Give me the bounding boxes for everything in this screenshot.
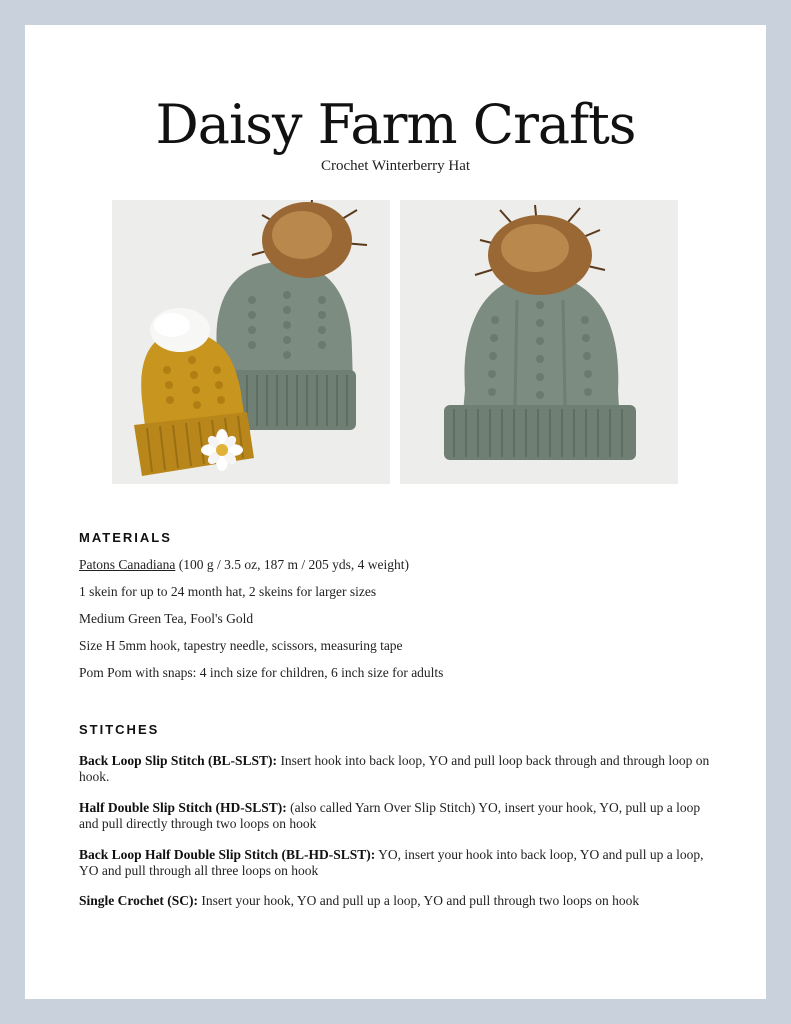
stitches-heading: STITCHES xyxy=(79,722,160,737)
stitch-name: Back Loop Slip Stitch (BL-SLST): xyxy=(79,753,278,768)
page-title: Daisy Farm Crafts xyxy=(155,93,636,156)
materials-item: Pom Pom with snaps: 4 inch size for children, 6 inch size for adults xyxy=(79,665,444,680)
stitch-item xyxy=(79,893,719,909)
materials-heading: MATERIALS xyxy=(79,530,172,545)
stitch-item xyxy=(79,800,719,832)
stitch-description: (also called Yarn Over Slip Stitch) YO, insert your hook, YO, pull up a loop and pull directly through two loops on hook xyxy=(79,800,701,831)
stitch-item xyxy=(79,847,719,879)
green-crochet-hat-photo xyxy=(400,200,678,484)
pattern-subtitle: Crochet Winterberry Hat xyxy=(320,158,471,174)
materials-yarn-line xyxy=(79,557,719,573)
two-crochet-hats-photo xyxy=(112,200,390,484)
two-hats-photo xyxy=(112,200,390,484)
stitch-description: Insert hook into back loop, YO and pull loop back through and through loop on hook. xyxy=(79,753,710,784)
stitch-name: Back Loop Half Double Slip Stitch (BL-HD-SLST): xyxy=(79,847,376,862)
materials-item: Medium Green Tea, Fool's Gold xyxy=(79,611,254,626)
yarn-details: (100 g / 3.5 oz, 187 m / 205 yds, 4 weight) xyxy=(175,557,409,572)
stitch-item xyxy=(79,753,719,785)
stitch-description: Insert your hook, YO and pull up a loop, YO and pull through two loops on hook xyxy=(198,893,640,908)
stitch-description: YO, insert your hook into back loop, YO and pull up a loop, YO and pull through all three loops on hook xyxy=(79,847,704,878)
stitch-name: Single Crochet (SC): xyxy=(79,893,198,908)
pattern-page xyxy=(25,25,766,999)
stitch-name: Half Double Slip Stitch (HD-SLST): xyxy=(79,800,287,815)
green-hat-photo xyxy=(400,200,678,484)
materials-item: Size H 5mm hook, tapestry needle, scissors, measuring tape xyxy=(79,638,403,653)
materials-item: 1 skein for up to 24 month hat, 2 skeins for larger sizes xyxy=(79,584,377,599)
yarn-link[interactable]: Patons Canadiana xyxy=(79,557,176,572)
